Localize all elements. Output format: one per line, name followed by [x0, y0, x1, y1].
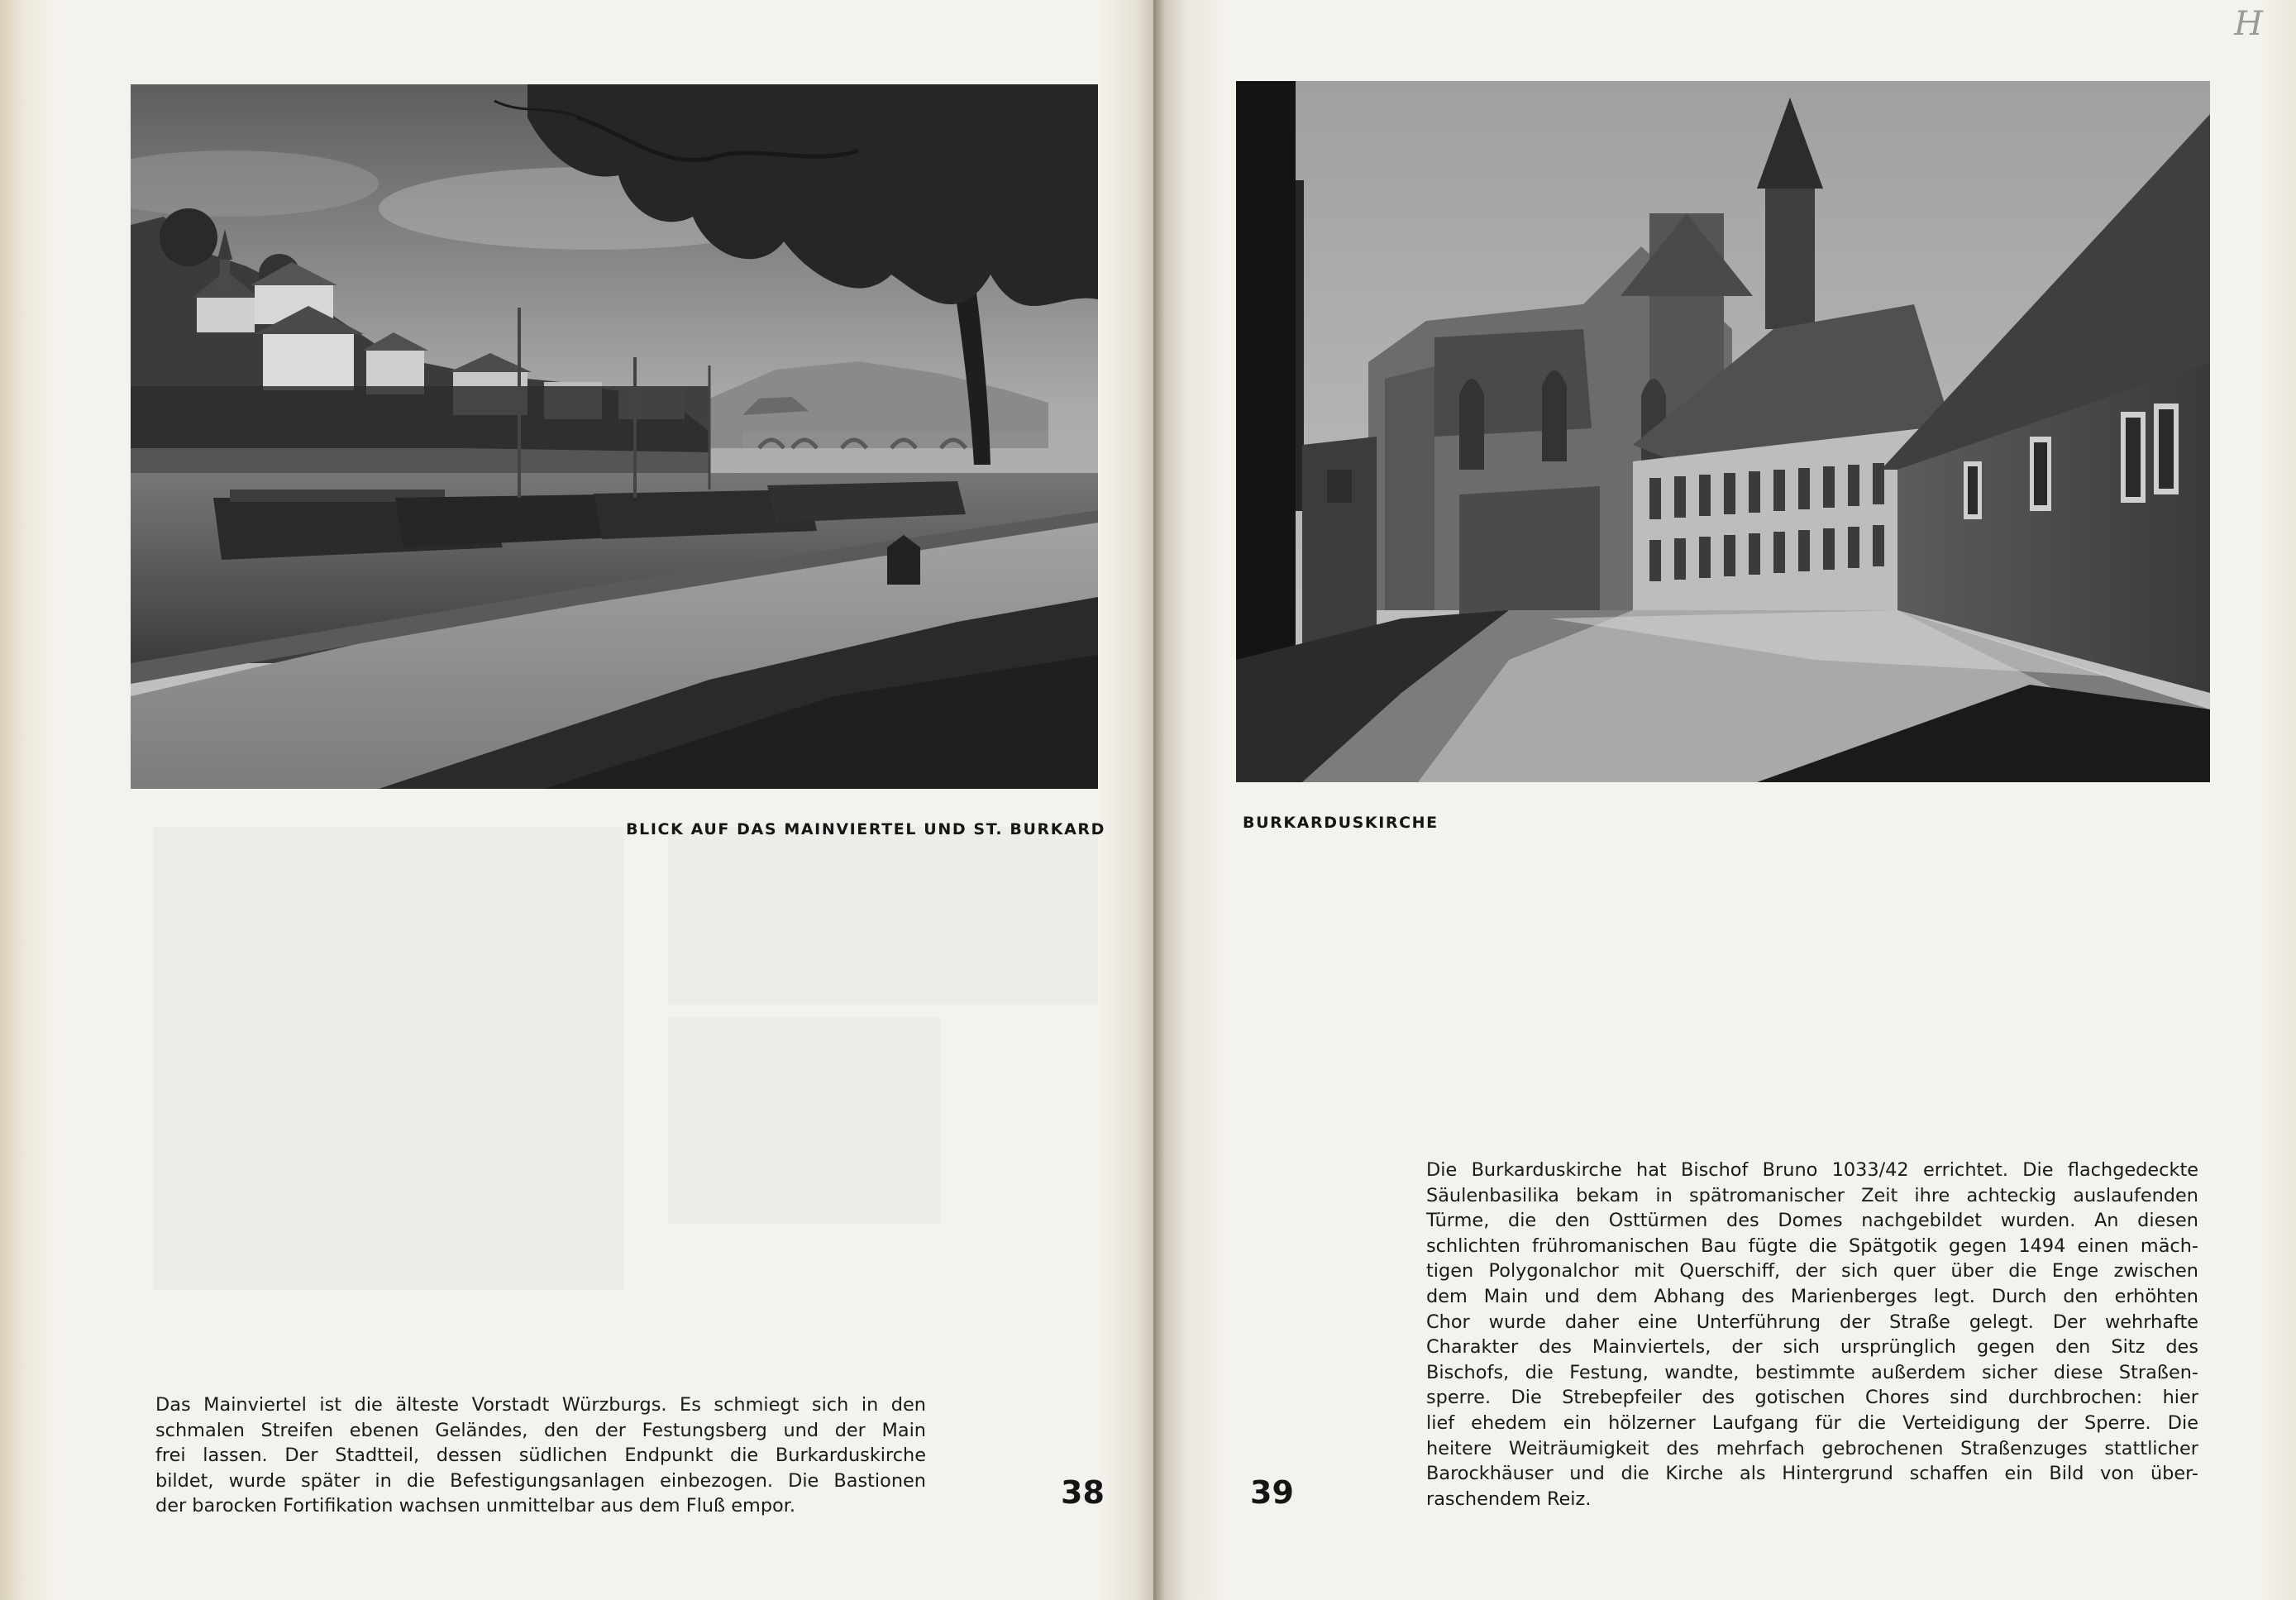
corner-mark: H: [2234, 5, 2263, 43]
paragraph-line: dem Main und dem Abhang des Marienberges legt. Durch den erhöhten: [1426, 1285, 2198, 1307]
paragraph-line: Das Mainviertel ist die älteste Vorstadt Würzburgs. Es schmiegt sich in den: [155, 1394, 926, 1416]
church-street-photo: [1236, 81, 2210, 782]
paragraph-line: Charakter des Mainviertels, der sich ursprünglich gegen den Sitz des: [1426, 1336, 2198, 1359]
page-number: 38: [1061, 1474, 1105, 1511]
paragraph-line: lief ehedem ein hölzerner Laufgang für die Verteidigung der Sperre. Die: [1426, 1411, 2198, 1434]
paragraph-line: der barocken Fortifikation wachsen unmittelbar aus dem Fluß empor.: [155, 1495, 796, 1517]
page-number: 39: [1250, 1474, 1294, 1511]
paragraph-line: Die Burkarduskirche hat Bischof Bruno 1033/42 errichtet. Die flachgedeckte: [1426, 1159, 2198, 1181]
photo-caption: BLICK AUF DAS MAINVIERTEL UND ST. BURKARD: [626, 820, 1105, 838]
right-page: [1153, 0, 2296, 1600]
body-paragraph: [1426, 1158, 2198, 1512]
paragraph-line: Türme, die den Osttürmen des Domes nachgebildet wurden. An diesen: [1426, 1210, 2198, 1232]
paragraph-line: Bischofs, die Festung, wandte, bestimmte außerdem sicher diese Straßen-: [1426, 1361, 2198, 1383]
show-through-block: [668, 1017, 941, 1224]
show-through-block: [668, 827, 1098, 1005]
river-quay-photo: [131, 84, 1098, 789]
body-paragraph: [155, 1392, 926, 1519]
paragraph-line: Säulenbasilika bekam in spätromanischer Zeit ihre achteckig auslaufenden: [1426, 1184, 2198, 1206]
paragraph-line: frei lassen. Der Stadtteil, dessen südlichen Endpunkt die Burkarduskirche: [155, 1445, 926, 1467]
paragraph-line: schmalen Streifen ebenen Geländes, den der Festungsberg und der Main: [155, 1419, 926, 1441]
paragraph-line: bildet, wurde später in die Befestigungsanlagen einbezogen. Die Bastionen: [155, 1469, 926, 1492]
show-through-block: [153, 827, 624, 1290]
photo-caption: BURKARDUSKIRCHE: [1243, 814, 1439, 832]
paragraph-line: heitere Weiträumigkeit des mehrfach gebrochenen Straßenzuges stattlicher: [1426, 1437, 2198, 1459]
paragraph-line: schlichten frühromanischen Bau fügte die Spätgotik gegen 1494 einen mäch-: [1426, 1235, 2198, 1257]
paragraph-line: Barockhäuser und die Kirche als Hintergrund schaffen ein Bild von über-: [1426, 1463, 2198, 1485]
paragraph-line: tigen Polygonalchor mit Querschiff, der sich quer über die Enge zwischen: [1426, 1260, 2198, 1282]
paragraph-line: Chor wurde daher eine Unterführung der Straße gelegt. Der wehrhafte: [1426, 1311, 2198, 1333]
paragraph-line: raschendem Reiz.: [1426, 1488, 1592, 1510]
paragraph-line: sperre. Die Strebepfeiler des gotischen Chores sind durchbrochen: hier: [1426, 1387, 2198, 1409]
